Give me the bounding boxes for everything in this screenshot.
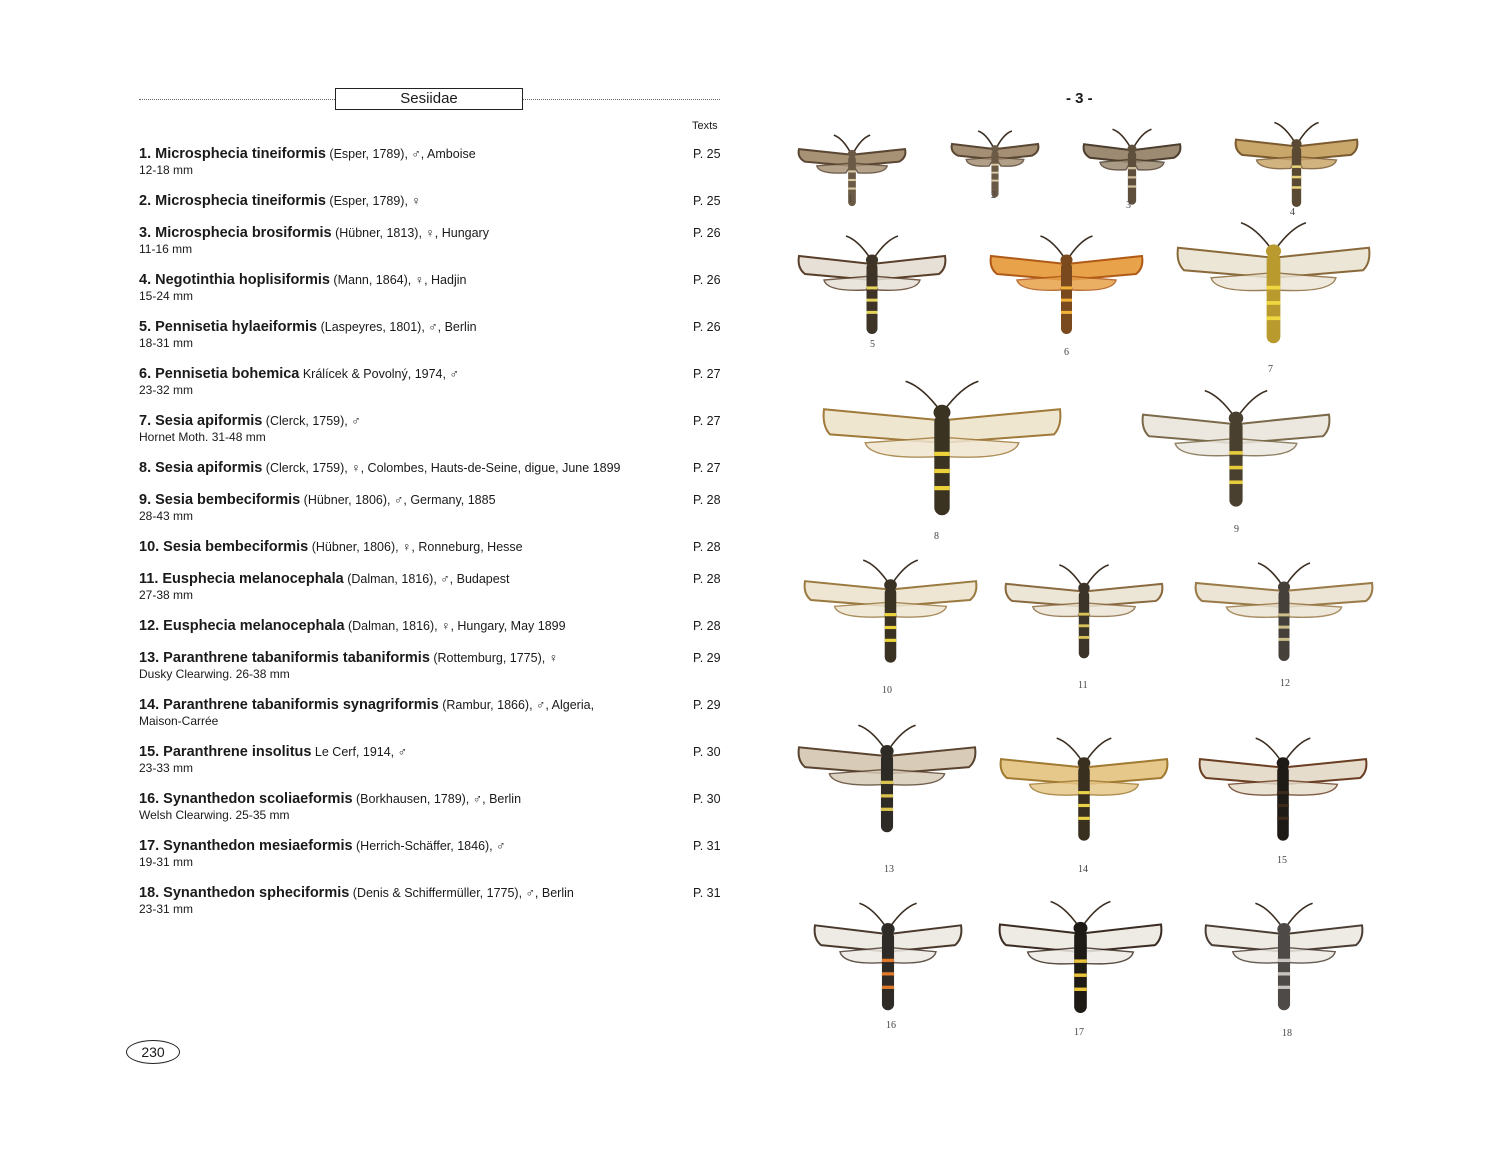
- entry-line: [139, 571, 729, 587]
- texts-column-heading: Texts: [692, 120, 718, 132]
- species-name: 14. Paranthrene tabaniformis synagriformis: [139, 697, 439, 713]
- species-size: 23-33 mm: [139, 761, 194, 775]
- species-detail: (Clerck, 1759), ♂: [262, 414, 361, 428]
- text-page-ref: P. 30: [693, 792, 721, 806]
- moth-specimen-13: [797, 722, 977, 887]
- entry-line: [139, 650, 729, 666]
- figure-label: 2: [991, 190, 996, 201]
- moth-specimen-5: [797, 233, 947, 383]
- header-rule-left: [139, 99, 335, 100]
- species-detail: (Dalman, 1816), ♂, Budapest: [343, 572, 510, 586]
- text-page-ref: P. 28: [693, 540, 721, 554]
- species-name: 17. Synanthedon mesiaeformis: [139, 838, 353, 854]
- species-name: 6. Pennisetia bohemica: [139, 366, 300, 382]
- figure-label: 4: [1290, 207, 1295, 218]
- page-number: 230: [126, 1040, 180, 1064]
- header-rule-right: [523, 99, 720, 100]
- species-entry: [139, 319, 729, 350]
- species-name: 9. Sesia bembeciformis: [139, 492, 301, 508]
- species-detail: (Hübner, 1813), ♀, Hungary: [331, 226, 489, 240]
- species-detail: (Dalman, 1816), ♀, Hungary, May 1899: [344, 619, 566, 633]
- species-detail: (Borkhausen, 1789), ♂, Berlin: [352, 792, 522, 806]
- species-entry: [139, 791, 729, 822]
- species-detail: Le Cerf, 1914, ♂: [311, 745, 407, 759]
- figure-label: 9: [1234, 524, 1239, 535]
- species-detail: (Rottemburg, 1775), ♀: [429, 651, 559, 665]
- species-detail: (Mann, 1864), ♀, Hadjin: [329, 273, 467, 287]
- species-name: 5. Pennisetia hylaeiformis: [139, 319, 318, 335]
- figure-label: 17: [1074, 1027, 1084, 1038]
- species-entry: [139, 492, 729, 523]
- species-detail: (Hübner, 1806), ♂, Germany, 1885: [300, 493, 496, 507]
- species-entry: [139, 225, 729, 256]
- figure-label: 7: [1268, 364, 1273, 375]
- entry-line: [139, 146, 729, 162]
- figure-label: 3: [1126, 200, 1131, 211]
- text-page-ref: P. 31: [693, 886, 721, 900]
- species-entry: [139, 697, 729, 728]
- text-page-ref: P. 26: [693, 273, 721, 287]
- moth-specimen-16: [813, 900, 963, 1065]
- species-name: 15. Paranthrene insolitus: [139, 744, 312, 760]
- species-detail: (Rambur, 1866), ♂, Algeria,: [438, 698, 595, 712]
- text-page-ref: P. 26: [693, 226, 721, 240]
- species-entry: [139, 571, 729, 602]
- species-size: 23-32 mm: [139, 383, 194, 397]
- moth-specimen-1: [797, 133, 907, 238]
- text-page-ref: P. 27: [693, 367, 721, 381]
- species-entry: [139, 744, 729, 775]
- species-entry: [139, 193, 729, 210]
- figure-label: 1: [848, 194, 853, 205]
- species-name: 4. Negotinthia hoplisiformis: [139, 272, 330, 288]
- specimen-plate: [756, 0, 1512, 1152]
- figure-label: 11: [1078, 680, 1088, 691]
- species-entry: [139, 885, 729, 916]
- species-entry: [139, 460, 729, 477]
- text-page-ref: P. 29: [693, 698, 721, 712]
- figure-label: 14: [1078, 864, 1088, 875]
- species-size: 18-31 mm: [139, 336, 194, 350]
- entry-line: [139, 460, 729, 476]
- species-entry: [139, 838, 729, 869]
- species-detail: (Clerck, 1759), ♀, Colombes, Hauts-de-Seine, digue, June 1899: [262, 461, 621, 475]
- species-name: 7. Sesia apiformis: [139, 413, 263, 429]
- entry-line: [139, 225, 729, 241]
- species-size: 12-18 mm: [139, 163, 194, 177]
- species-size: Hornet Moth. 31-48 mm: [139, 430, 266, 444]
- species-name: 10. Sesia bembeciformis: [139, 539, 309, 555]
- species-entry: [139, 272, 729, 303]
- figure-label: 12: [1280, 678, 1290, 689]
- text-page-ref: P. 28: [693, 493, 721, 507]
- figure-label: 15: [1277, 855, 1287, 866]
- figure-label: 16: [886, 1020, 896, 1031]
- species-detail: (Hübner, 1806), ♀, Ronneburg, Hesse: [308, 540, 523, 554]
- moth-specimen-8: [822, 377, 1062, 587]
- species-size: 19-31 mm: [139, 855, 194, 869]
- species-name: 16. Synanthedon scoliaeformis: [139, 791, 353, 807]
- text-page-ref: P. 28: [693, 619, 721, 633]
- entry-line: [139, 618, 729, 634]
- text-page-ref: P. 27: [693, 461, 721, 475]
- entry-line: [139, 319, 729, 335]
- entry-line: [139, 492, 729, 508]
- species-detail: (Herrich-Schäffer, 1846), ♂: [352, 839, 506, 853]
- moth-specimen-3: [1082, 127, 1182, 240]
- species-entry: [139, 146, 729, 177]
- species-name: 8. Sesia apiformis: [139, 460, 263, 476]
- species-entry: [139, 618, 729, 635]
- figure-label: 6: [1064, 347, 1069, 358]
- moth-specimen-18: [1204, 900, 1364, 1065]
- moth-specimen-17: [998, 898, 1163, 1071]
- entry-line: [139, 272, 729, 288]
- species-size: Dusky Clearwing. 26-38 mm: [139, 667, 290, 681]
- species-entry: [139, 413, 729, 444]
- species-size: Welsh Clearwing. 25-35 mm: [139, 808, 290, 822]
- figure-label: 8: [934, 531, 939, 542]
- entry-line: [139, 413, 729, 429]
- species-detail: (Laspeyres, 1801), ♂, Berlin: [317, 320, 477, 334]
- text-page-ref: P. 25: [693, 194, 721, 208]
- entry-line: [139, 539, 729, 555]
- species-entry: [139, 366, 729, 397]
- figure-label: 13: [884, 864, 894, 875]
- entry-line: [139, 744, 729, 760]
- plate-number: - 3 -: [1066, 90, 1093, 107]
- species-detail: (Denis & Schiffermüller, 1775), ♂, Berlin: [349, 886, 574, 900]
- species-name: 2. Microsphecia tineiformis: [139, 193, 326, 209]
- species-size: 11-16 mm: [139, 242, 193, 256]
- text-page-ref: P. 29: [693, 651, 721, 665]
- entry-line: [139, 193, 729, 209]
- species-size: 28-43 mm: [139, 509, 194, 523]
- species-size: 27-38 mm: [139, 588, 194, 602]
- moth-specimen-9: [1141, 387, 1331, 567]
- species-entry: [139, 650, 729, 681]
- species-name: 1. Microsphecia tineiformis: [139, 146, 326, 162]
- figure-label: 5: [870, 339, 875, 350]
- species-detail: Králícek & Povolný, 1974, ♂: [299, 367, 459, 381]
- text-page-ref: P. 30: [693, 745, 721, 759]
- species-entry: [139, 539, 729, 556]
- entry-line: [139, 885, 729, 901]
- moth-specimen-7: [1176, 219, 1371, 407]
- entry-line: [139, 697, 729, 713]
- species-name: 18. Synanthedon spheciformis: [139, 885, 350, 901]
- figure-label: 18: [1282, 1028, 1292, 1039]
- text-page-ref: P. 27: [693, 414, 721, 428]
- text-page-ref: P. 26: [693, 320, 721, 334]
- text-page-ref: P. 25: [693, 147, 721, 161]
- entry-line: [139, 838, 729, 854]
- species-detail: (Esper, 1789), ♂, Amboise: [325, 147, 476, 161]
- entry-line: [139, 791, 729, 807]
- moth-specimen-2: [950, 129, 1040, 227]
- species-size: 23-31 mm: [139, 902, 194, 916]
- species-name: 13. Paranthrene tabaniformis tabaniformis: [139, 650, 430, 666]
- species-name: 3. Microsphecia brosiformis: [139, 225, 332, 241]
- entry-line: [139, 366, 729, 382]
- moth-specimen-15: [1198, 735, 1368, 893]
- species-name: 11. Eusphecia melanocephala: [139, 571, 344, 587]
- moth-specimen-6: [989, 233, 1144, 383]
- species-name: 12. Eusphecia melanocephala: [139, 618, 345, 634]
- family-title: Sesiidae: [335, 88, 523, 110]
- species-size: 15-24 mm: [139, 289, 194, 303]
- text-page-ref: P. 28: [693, 572, 721, 586]
- species-detail: (Esper, 1789), ♀: [325, 194, 421, 208]
- species-size: Maison-Carrée: [139, 714, 219, 728]
- text-page-ref: P. 31: [693, 839, 721, 853]
- figure-label: 10: [882, 685, 892, 696]
